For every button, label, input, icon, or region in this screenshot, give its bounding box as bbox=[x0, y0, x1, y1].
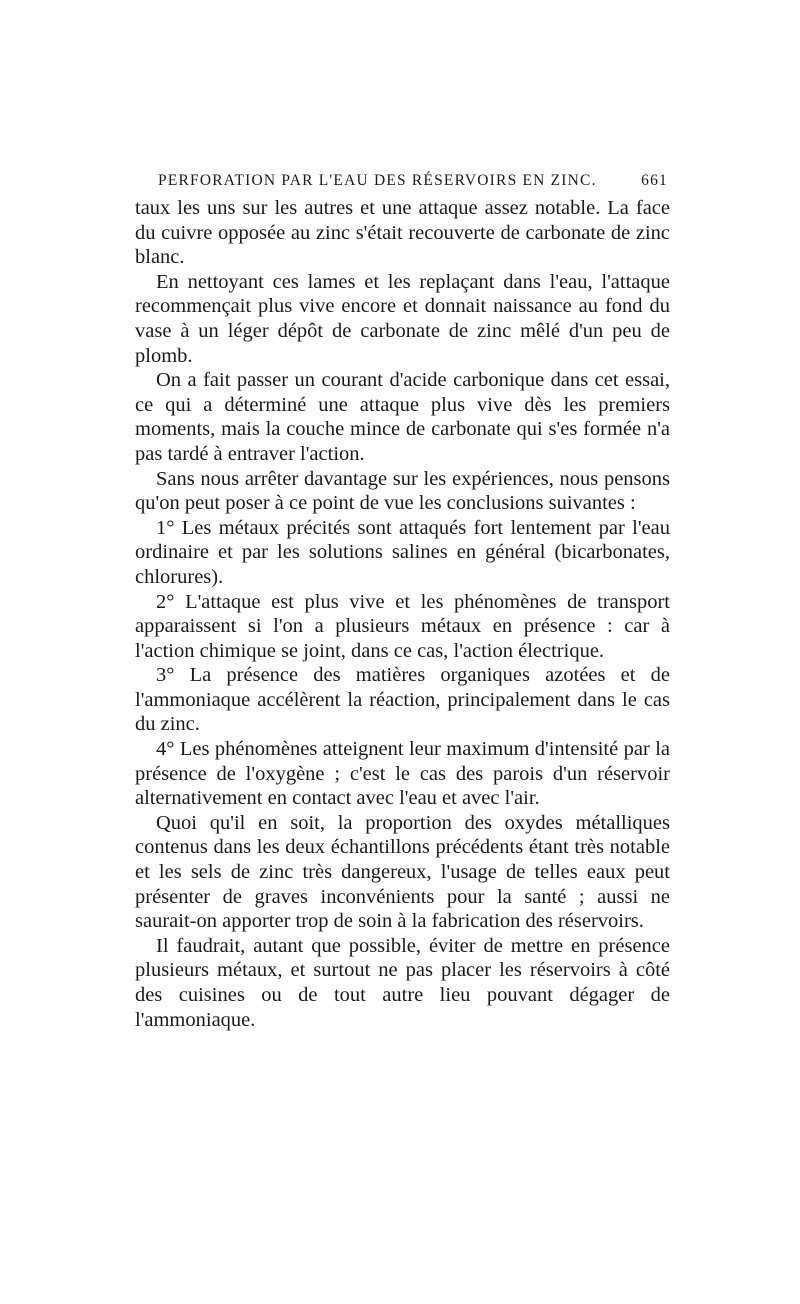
conclusion-item-3: 3° La présence des matières organiques azotées et de l'ammoniaque accélèrent la réaction, principalement dans le cas du zinc. bbox=[135, 664, 670, 736]
conclusion-item-1: 1° Les métaux précités sont attaqués fort lentement par l'eau ordinaire et par les solutions salines en général (bicarbonates, chlorures). bbox=[135, 516, 670, 588]
page bbox=[135, 168, 670, 1032]
conclusion-item-4: 4° Les phénomènes atteignent leur maximum d'intensité par la présence de l'oxygène ; c'est le cas des parois d'un réservoir alternativement en contact avec l'eau et avec l'air. bbox=[135, 738, 670, 810]
running-title: PERFORATION PAR L'EAU DES RÉSERVOIRS EN ZINC. bbox=[158, 172, 597, 189]
conclusion-item-2: 2° L'attaque est plus vive et les phénomènes de transport apparaissent si l'on a plusieurs métaux en présence : car à l'action chimique se joint, dans ce cas, l'action électrique. bbox=[135, 590, 670, 662]
paragraph-continuation: taux les uns sur les autres et une attaque assez notable. La face du cuivre opposée au zinc s'était recouverte de carbonate de zinc blanc. bbox=[135, 197, 670, 269]
body-text bbox=[135, 196, 670, 1032]
page-number: 661 bbox=[641, 172, 668, 189]
paragraph-cleaning-plates: En nettoyant ces lames et les replaçant dans l'eau, l'attaque recommençait plus vive encore et donnait naissance au fond du vase à un léger dépôt de carbonate de zinc mêlé d'un peu de plomb. bbox=[135, 270, 670, 367]
paragraph-recommendation: Il faudrait, autant que possible, éviter de mettre en présence plusieurs métaux, et surtout ne pas placer les réservoirs à côté des cuisines ou de tout autre lieu pouvant dégager de l'ammoniaque. bbox=[135, 934, 670, 1031]
running-head bbox=[135, 168, 670, 196]
paragraph-carbonic-acid: On a fait passer un courant d'acide carbonique dans cet essai, ce qui a déterminé une attaque plus vive dès les premiers moments, mais la couche mince de carbonate qui s'es formée n'a pas tardé à entraver l'action. bbox=[135, 369, 670, 465]
paragraph-conclusions-intro: Sans nous arrêter davantage sur les expériences, nous pensons qu'on peut poser à ce point de vue les conclusions suivantes : bbox=[135, 467, 670, 515]
paragraph-health-risk: Quoi qu'il en soit, la proportion des oxydes métalliques contenus dans les deux échantillons précédents étant très notable et les sels de zinc très dangereux, l'usage de telles eaux peut présenter de graves inconvénients pour la santé ; aussi ne saurait-on apporter trop de soin à la fabrication des réservoirs. bbox=[135, 811, 670, 933]
